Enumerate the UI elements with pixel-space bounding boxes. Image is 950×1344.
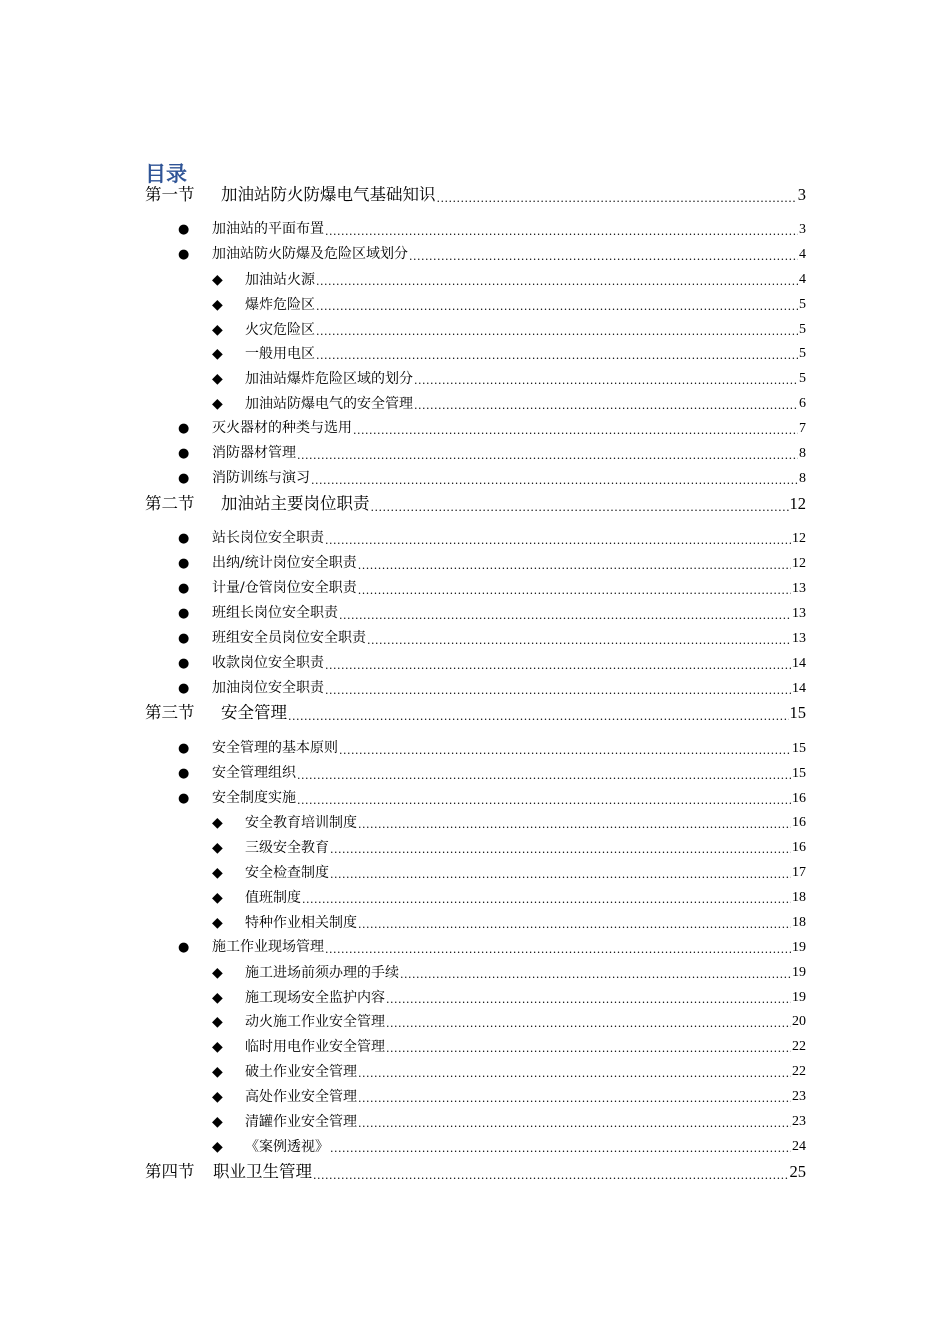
entry-text: 站长岗位安全职责 (212, 530, 324, 546)
dot-leader (316, 324, 798, 340)
dot-leader (302, 892, 791, 908)
dot-leader (386, 1041, 791, 1057)
dot-leader (313, 1168, 789, 1184)
toc-entry-label (145, 492, 370, 516)
page-number: 3 (797, 185, 806, 204)
toc-entry-level2[interactable] (178, 764, 806, 784)
dot-leader (311, 473, 798, 489)
bullet-diamond-icon: ◆ (212, 371, 223, 387)
toc-entry-level2[interactable] (178, 938, 806, 958)
dot-leader (325, 683, 791, 699)
toc-entry-level1[interactable] (145, 1160, 806, 1184)
page-number: 7 (799, 421, 806, 436)
page-number: 13 (792, 581, 806, 596)
toc-entry-level3[interactable] (212, 1062, 806, 1082)
dot-leader (316, 274, 798, 290)
bullet-diamond-icon: ◆ (212, 272, 223, 288)
toc-entry-label (212, 270, 315, 290)
entry-text: 安全管理组织 (212, 765, 296, 781)
entry-text: 加油站防火防爆电气基础知识 (221, 185, 436, 204)
toc-entry-label (212, 913, 357, 933)
page-number: 5 (799, 371, 806, 386)
page-number: 12 (792, 556, 806, 571)
toc-entry-label (212, 1137, 329, 1157)
page-number: 18 (792, 890, 806, 905)
bullet-dot-icon: ● (178, 656, 190, 671)
dot-leader (297, 768, 791, 784)
entry-text: 收款岗位安全职责 (212, 655, 324, 671)
toc-entry-label (178, 763, 296, 784)
page-number: 14 (792, 656, 806, 671)
bullet-diamond-icon: ◆ (212, 1139, 223, 1155)
dot-leader (325, 224, 798, 240)
toc-entry-label (212, 963, 399, 983)
page-number: 16 (792, 815, 806, 830)
page-number: 6 (799, 396, 806, 411)
entry-text: 消防器材管理 (212, 445, 296, 461)
toc-entry-level2[interactable] (178, 245, 806, 265)
page-number: 16 (792, 840, 806, 855)
toc-entry-label (212, 1087, 357, 1107)
entry-text: 临时用电作业安全管理 (245, 1039, 385, 1055)
bullet-diamond-icon: ◆ (212, 865, 223, 881)
bullet-diamond-icon: ◆ (212, 396, 223, 412)
toc-entry-level2[interactable] (178, 579, 806, 599)
toc-entry-level3[interactable] (212, 344, 806, 364)
toc-entry-label (212, 1112, 357, 1132)
toc-entry-label (145, 183, 436, 207)
page-number: 24 (792, 1139, 806, 1154)
toc-entry-level3[interactable] (212, 270, 806, 290)
entry-text: 高处作业安全管理 (245, 1089, 357, 1105)
entry-text: 加油站的平面布置 (212, 221, 324, 237)
bullet-diamond-icon: ◆ (212, 1089, 223, 1105)
toc-entry-level2[interactable] (178, 529, 806, 549)
entry-text: 三级安全教育 (245, 840, 329, 856)
page-number: 22 (792, 1064, 806, 1079)
entry-text: 安全教育培训制度 (245, 815, 357, 831)
entry-text: 特种作业相关制度 (245, 915, 357, 931)
entry-text: 加油站爆炸危险区域的划分 (245, 371, 413, 387)
toc-entry-label (212, 320, 315, 340)
toc-entry-level2[interactable] (178, 444, 806, 464)
page-number: 17 (792, 865, 806, 880)
dot-leader (414, 373, 798, 389)
entry-text: 安全管理的基本原则 (212, 740, 338, 756)
dot-leader (288, 709, 789, 725)
entry-text: 加油岗位安全职责 (212, 680, 324, 696)
toc-entry-label (212, 838, 329, 858)
toc-entry-level2[interactable] (178, 789, 806, 809)
page-number: 13 (792, 631, 806, 646)
bullet-diamond-icon: ◆ (212, 1039, 223, 1055)
dot-leader (316, 348, 798, 364)
dot-leader (325, 942, 791, 958)
toc-entry-label (212, 394, 413, 414)
bullet-diamond-icon: ◆ (212, 1114, 223, 1130)
toc-entry-label (178, 244, 408, 265)
bullet-dot-icon: ● (178, 940, 190, 955)
toc-entry-level3[interactable] (212, 888, 806, 908)
toc-entry-label (178, 219, 324, 240)
entry-text: 《案例透视》 (245, 1139, 329, 1155)
toc-entry-level3[interactable] (212, 863, 806, 883)
entry-text: 安全管理 (221, 703, 287, 722)
dot-leader (367, 633, 791, 649)
toc-entry-level2[interactable] (178, 739, 806, 759)
bullet-dot-icon: ● (178, 556, 190, 571)
page-number: 15 (792, 766, 806, 781)
dot-leader (358, 1091, 791, 1107)
entry-text: 爆炸危险区 (245, 297, 315, 313)
entry-text: 值班制度 (245, 890, 301, 906)
dot-leader (414, 398, 798, 414)
page-number: 20 (792, 1014, 806, 1029)
toc-entry-label (212, 1062, 357, 1082)
bullet-dot-icon: ● (178, 446, 190, 461)
page-number: 16 (792, 791, 806, 806)
toc-entry-level2[interactable] (178, 220, 806, 240)
toc-entry-level2[interactable] (178, 654, 806, 674)
dot-leader (358, 558, 791, 574)
toc-entry-level1[interactable] (145, 492, 806, 516)
section-number: 第四节 (145, 1162, 195, 1181)
toc-entry-label (178, 468, 310, 489)
toc-entry-level3[interactable] (212, 963, 806, 983)
toc-entry-label (212, 863, 329, 883)
toc-entry-label (178, 603, 338, 624)
bullet-dot-icon: ● (178, 247, 190, 262)
page-number: 5 (799, 322, 806, 337)
dot-leader (358, 917, 791, 933)
toc-entry-level2[interactable] (178, 469, 806, 489)
entry-text: 加油站防火防爆及危险区域划分 (212, 246, 408, 262)
bullet-diamond-icon: ◆ (212, 890, 223, 906)
page-number: 5 (799, 346, 806, 361)
toc-entry-label (178, 937, 324, 958)
dot-leader (386, 1016, 791, 1032)
bullet-diamond-icon: ◆ (212, 915, 223, 931)
bullet-diamond-icon: ◆ (212, 1014, 223, 1030)
page-number: 25 (789, 1162, 806, 1181)
bullet-diamond-icon: ◆ (212, 990, 223, 1006)
dot-leader (358, 817, 791, 833)
entry-text: 动火施工作业安全管理 (245, 1014, 385, 1030)
page-number: 3 (799, 222, 806, 237)
toc-entry-label (178, 553, 357, 574)
toc-entry-level3[interactable] (212, 320, 806, 340)
bullet-diamond-icon: ◆ (212, 297, 223, 313)
entry-text: 破土作业安全管理 (245, 1064, 357, 1080)
dot-leader (358, 1116, 791, 1132)
entry-text: 班组安全员岗位安全职责 (212, 630, 366, 646)
entry-text: 消防训练与演习 (212, 470, 310, 486)
toc-entry-label (212, 888, 301, 908)
bullet-dot-icon: ● (178, 421, 190, 436)
toc-entry-level3[interactable] (212, 913, 806, 933)
dot-leader (339, 608, 791, 624)
dot-leader (325, 533, 791, 549)
bullet-diamond-icon: ◆ (212, 965, 223, 981)
page-number: 22 (792, 1039, 806, 1054)
entry-text: 施工现场安全监护内容 (245, 990, 385, 1006)
bullet-dot-icon: ● (178, 791, 190, 806)
page-number: 12 (792, 531, 806, 546)
toc-entry-label (178, 738, 338, 759)
bullet-dot-icon: ● (178, 631, 190, 646)
page-number: 4 (799, 247, 806, 262)
dot-leader (437, 191, 797, 207)
page-number: 8 (799, 446, 806, 461)
page-number: 18 (792, 915, 806, 930)
bullet-diamond-icon: ◆ (212, 1064, 223, 1080)
dot-leader (330, 1141, 791, 1157)
toc-entry-label (178, 653, 324, 674)
page-number: 15 (792, 741, 806, 756)
dot-leader (353, 423, 798, 439)
entry-text: 计量/仓管岗位安全职责 (212, 580, 357, 596)
dot-leader (409, 249, 798, 265)
toc-entry-label (212, 344, 315, 364)
bullet-diamond-icon: ◆ (212, 322, 223, 338)
section-number: 第三节 (145, 703, 195, 722)
entry-text: 施工作业现场管理 (212, 939, 324, 955)
page-number: 23 (792, 1089, 806, 1104)
entry-text: 一般用电区 (245, 346, 315, 362)
dot-leader (297, 448, 798, 464)
toc-entry-level2[interactable] (178, 419, 806, 439)
toc-entry-label (212, 988, 385, 1008)
bullet-diamond-icon: ◆ (212, 815, 223, 831)
section-number: 第二节 (145, 494, 195, 513)
dot-leader (316, 299, 798, 315)
toc-entry-label (178, 528, 324, 549)
page-number: 8 (799, 471, 806, 486)
page-number: 5 (799, 297, 806, 312)
bullet-dot-icon: ● (178, 606, 190, 621)
bullet-dot-icon: ● (178, 741, 190, 756)
page-number: 15 (789, 703, 806, 722)
toc-entry-label (178, 578, 357, 599)
dot-leader (400, 967, 791, 983)
entry-text: 灭火器材的种类与选用 (212, 420, 352, 436)
toc-entry-label (178, 418, 352, 439)
toc-entry-label (212, 295, 315, 315)
dot-leader (330, 867, 791, 883)
page-number: 14 (792, 681, 806, 696)
toc-entry-label (178, 628, 366, 649)
dot-leader (358, 1066, 791, 1082)
entry-text: 加油站防爆电气的安全管理 (245, 396, 413, 412)
dot-leader (386, 992, 791, 1008)
entry-text: 出纳/统计岗位安全职责 (212, 555, 357, 571)
toc-entry-label (212, 1037, 385, 1057)
page-number: 19 (792, 940, 806, 955)
entry-text: 加油站火源 (245, 272, 315, 288)
toc-entry-label (145, 1160, 312, 1184)
dot-leader (358, 583, 791, 599)
toc-entry-level3[interactable] (212, 1137, 806, 1157)
bullet-dot-icon: ● (178, 766, 190, 781)
entry-text: 施工进场前须办理的手续 (245, 965, 399, 981)
toc-entry-level1[interactable] (145, 701, 806, 725)
page-number: 4 (799, 272, 806, 287)
toc-entry-level2[interactable] (178, 679, 806, 699)
toc-entry-label (212, 369, 413, 389)
toc-title: 目录 (145, 161, 187, 186)
page-number: 23 (792, 1114, 806, 1129)
bullet-dot-icon: ● (178, 681, 190, 696)
dot-leader (297, 793, 791, 809)
toc-entry-label (212, 813, 357, 833)
toc-entry-label (212, 1012, 385, 1032)
toc-entry-level3[interactable] (212, 1112, 806, 1132)
entry-text: 职业卫生管理 (213, 1162, 312, 1181)
bullet-dot-icon: ● (178, 581, 190, 596)
entry-text: 安全检查制度 (245, 865, 329, 881)
toc-entry-label (178, 443, 296, 464)
toc-entry-label (178, 678, 324, 699)
toc-entry-level2[interactable] (178, 629, 806, 649)
page-number: 19 (792, 965, 806, 980)
bullet-diamond-icon: ◆ (212, 346, 223, 362)
toc-entry-level2[interactable] (178, 554, 806, 574)
entry-text: 清罐作业安全管理 (245, 1114, 357, 1130)
page-number: 13 (792, 606, 806, 621)
section-number: 第一节 (145, 185, 195, 204)
entry-text: 火灾危险区 (245, 322, 315, 338)
bullet-dot-icon: ● (178, 531, 190, 546)
bullet-dot-icon: ● (178, 471, 190, 486)
toc-entry-level1[interactable] (145, 183, 806, 207)
entry-text: 安全制度实施 (212, 790, 296, 806)
page-number: 19 (792, 990, 806, 1005)
toc-entry-level3[interactable] (212, 295, 806, 315)
dot-leader (339, 743, 791, 759)
entry-text: 加油站主要岗位职责 (221, 494, 370, 513)
toc-entry-label (178, 788, 296, 809)
toc-entry-level3[interactable] (212, 1087, 806, 1107)
bullet-diamond-icon: ◆ (212, 840, 223, 856)
toc-entry-level3[interactable] (212, 394, 806, 414)
entry-text: 班组长岗位安全职责 (212, 605, 338, 621)
toc-entry-level2[interactable] (178, 604, 806, 624)
toc-entry-label (145, 701, 287, 725)
toc-entry-level3[interactable] (212, 838, 806, 858)
toc-entry-level3[interactable] (212, 1012, 806, 1032)
bullet-dot-icon: ● (178, 222, 190, 237)
toc-entry-level3[interactable] (212, 369, 806, 389)
toc-entry-level3[interactable] (212, 813, 806, 833)
toc-entry-level3[interactable] (212, 1037, 806, 1057)
page-number: 12 (789, 494, 806, 513)
toc-entry-level3[interactable] (212, 988, 806, 1008)
dot-leader (325, 658, 791, 674)
dot-leader (371, 500, 789, 516)
dot-leader (330, 842, 791, 858)
